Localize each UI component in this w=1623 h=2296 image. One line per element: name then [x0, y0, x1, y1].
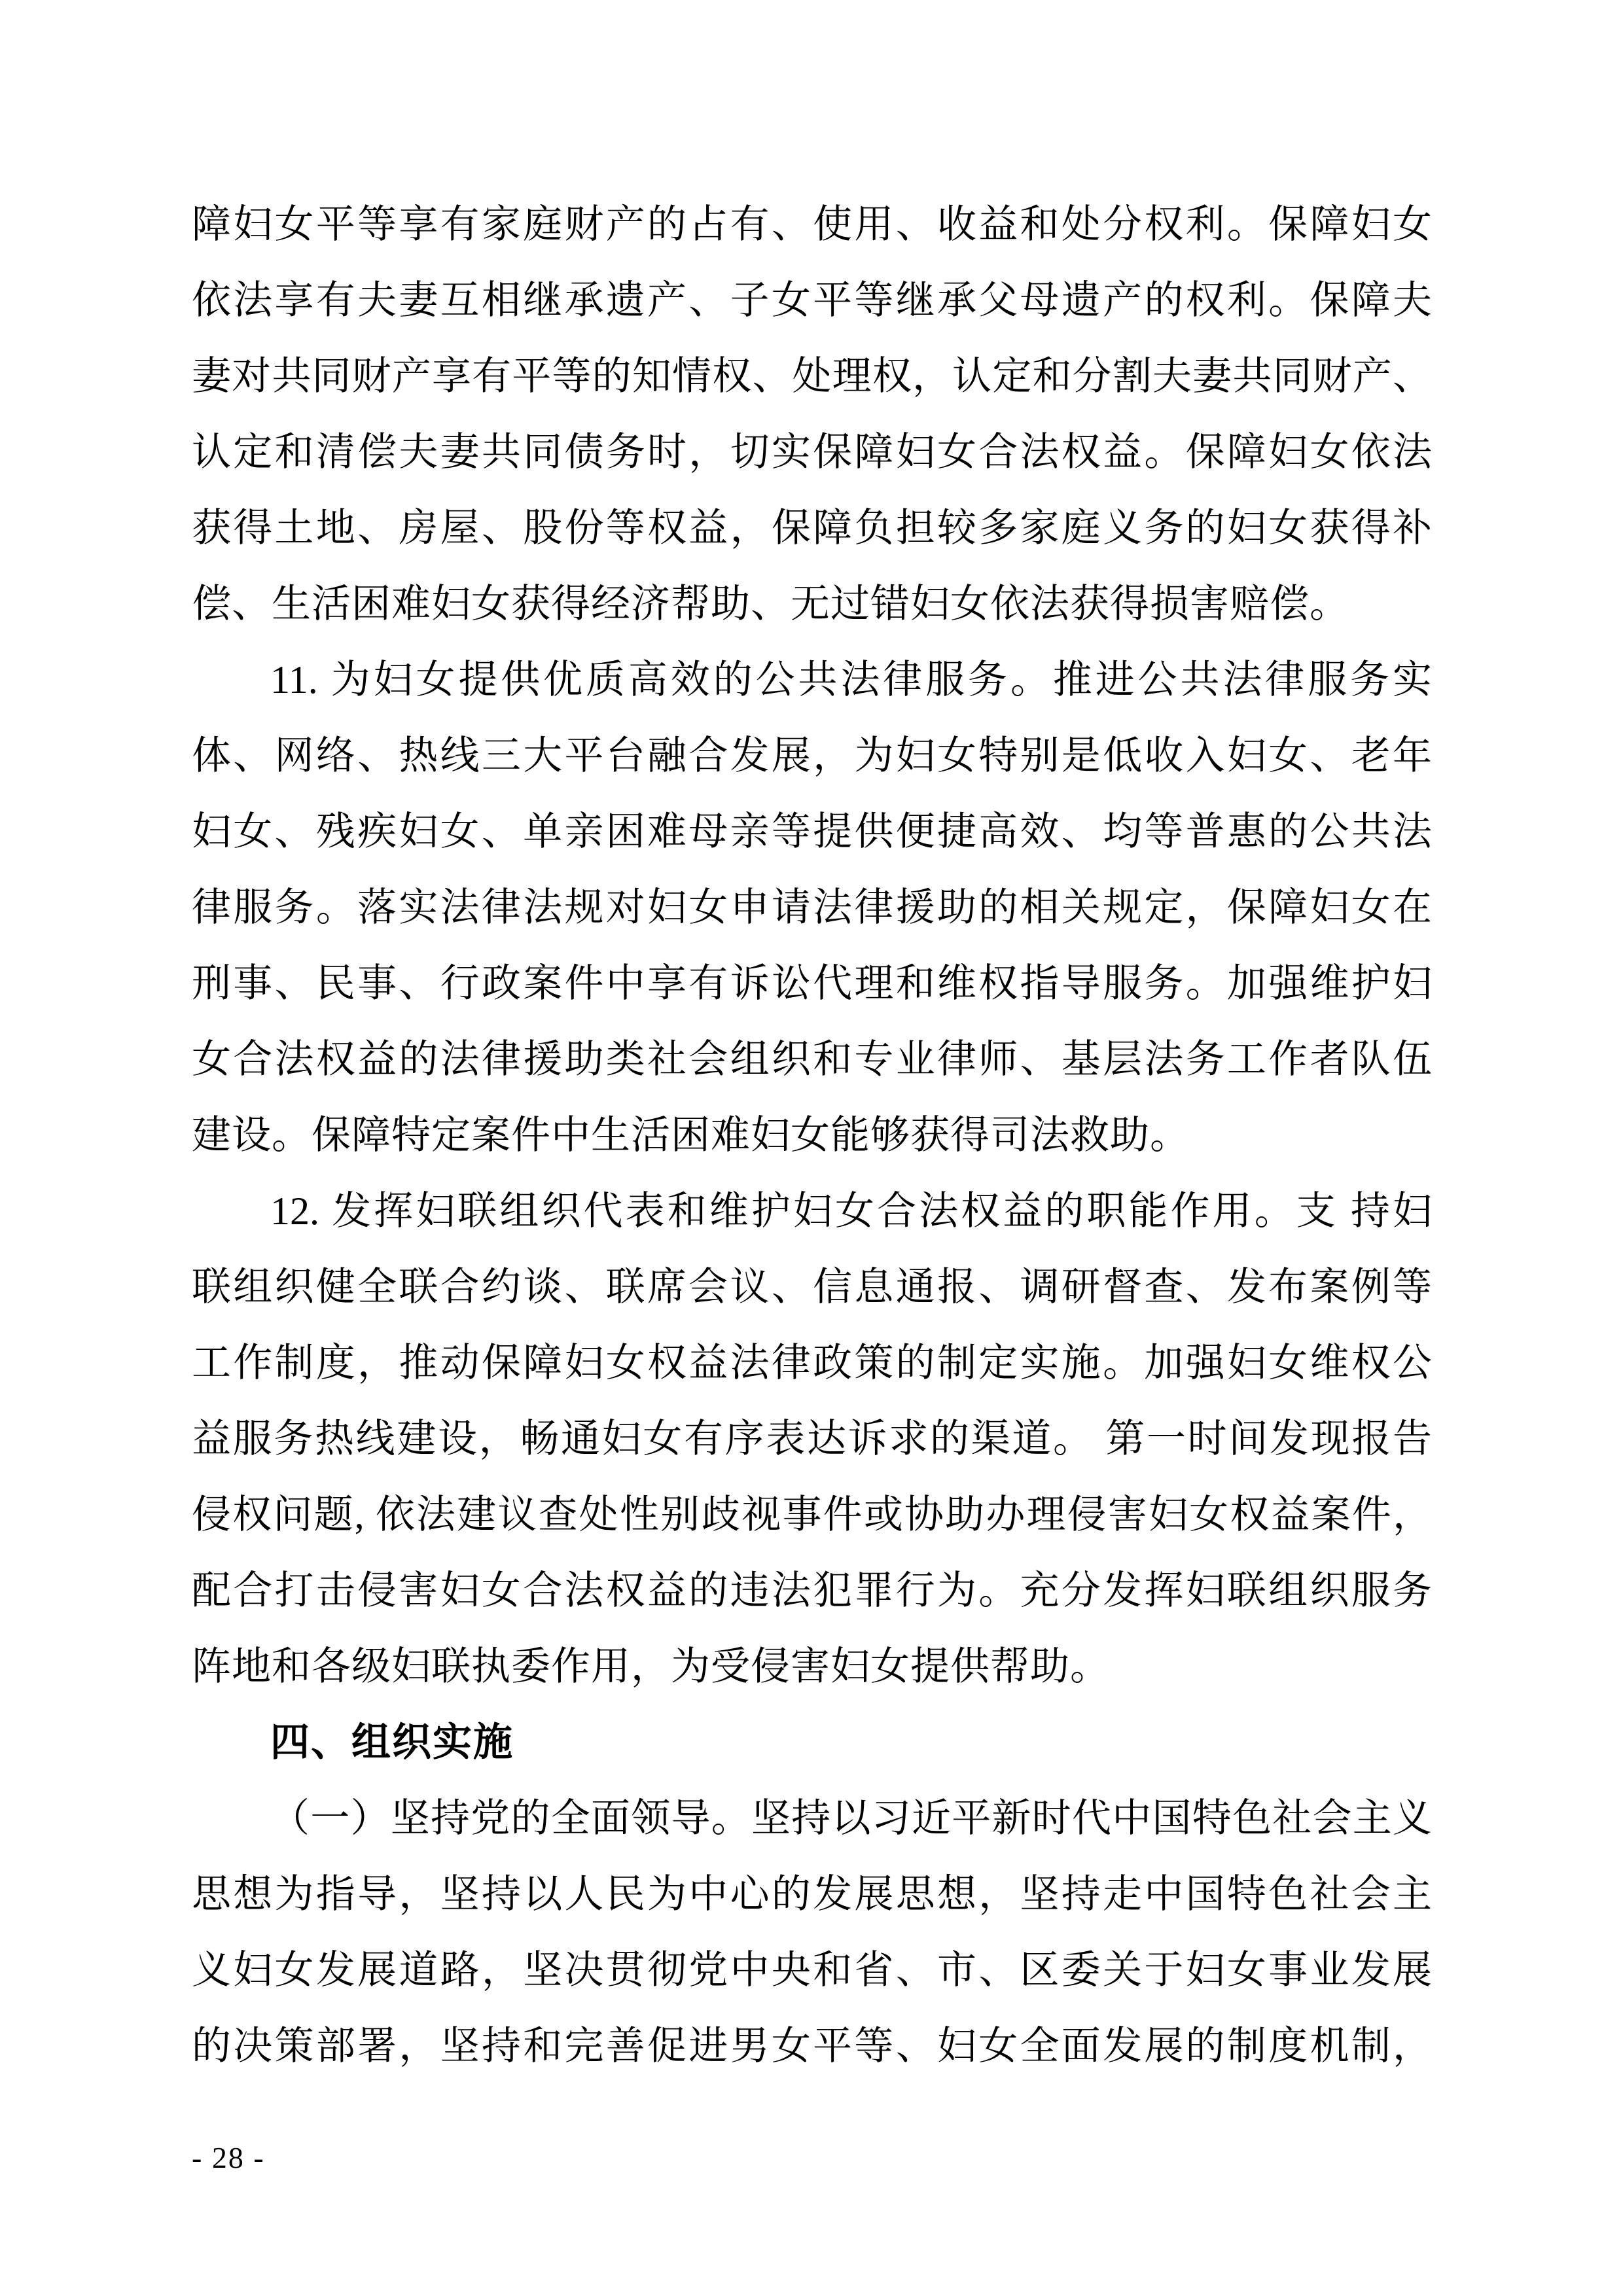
text-line: 思想为指导，坚持以人民为中心的发展思想，坚持走中国特色社会主	[192, 1873, 1432, 1916]
text-line: 联组织健全联合约谈、联席会议、信息通报、调研督查、发布案例等	[192, 1265, 1432, 1309]
text-line: 妇女、残疾妇女、单亲困难母亲等提供便捷高效、均等普惠的公共法	[192, 810, 1432, 853]
text-line: 获得土地、房屋、股份等权益，保障负担较多家庭义务的妇女获得补	[192, 506, 1432, 550]
text-line: 建设。保障特定案件中生活困难妇女能够获得司法救助。	[192, 1114, 1190, 1157]
text-line: 妻对共同财产享有平等的知情权、处理权，认定和分割夫妻共同财产、	[192, 355, 1432, 398]
text-line: 认定和清偿夫妻共同债务时，切实保障妇女合法权益。保障妇女依法	[192, 431, 1432, 474]
text-line: 配合打击侵害妇女合法权益的违法犯罪行为。充分发挥妇联组织服务	[192, 1569, 1432, 1612]
text-line: 刑事、民事、行政案件中享有诉讼代理和维权指导服务。加强维护妇	[192, 962, 1432, 1005]
page-number: - 28 -	[192, 2141, 265, 2174]
text-line: 阵地和各级妇联执委作用，为受侵害妇女提供帮助。	[192, 1645, 1110, 1688]
paragraph-start-line: 12. 发挥妇联组织代表和维护妇女合法权益的职能作用。支 持妇	[270, 1190, 1432, 1233]
text-block	[192, 186, 1432, 2084]
text-line: 的决策部署，坚持和完善促进男女平等、妇女全面发展的制度机制，	[192, 2024, 1432, 2068]
section-heading: 四、组织实施	[270, 1721, 514, 1764]
text-line: 律服务。落实法律法规对妇女申请法律援助的相关规定，保障妇女在	[192, 886, 1432, 929]
text-line: 障妇女平等享有家庭财产的占有、使用、收益和处分权利。保障妇女	[192, 203, 1432, 246]
text-line: 义妇女发展道路，坚决贯彻党中央和省、市、区委关于妇女事业发展	[192, 1949, 1432, 1992]
text-line: 益服务热线建设，畅通妇女有序表达诉求的渠道。 第一时间发现报告	[192, 1417, 1432, 1460]
text-line: 体、网络、热线三大平台融合发展，为妇女特别是低收入妇女、老年	[192, 734, 1432, 777]
paragraph-start-line: 11. 为妇女提供优质高效的公共法律服务。推进公共法律服务实	[270, 658, 1432, 701]
text-line: 依法享有夫妻互相继承遗产、子女平等继承父母遗产的权利。保障夫	[192, 279, 1432, 322]
text-line: 侵权问题, 依法建议查处性别歧视事件或协助办理侵害妇女权益案件，	[192, 1493, 1432, 1536]
text-line: 女合法权益的法律援助类社会组织和专业律师、基层法务工作者队伍	[192, 1038, 1432, 1081]
paragraph-start-line: （一）坚持党的全面领导。坚持以习近平新时代中国特色社会主义	[270, 1797, 1432, 1840]
text-line: 偿、生活困难妇女获得经济帮助、无过错妇女依法获得损害赔偿。	[192, 582, 1349, 626]
text-line: 工作制度，推动保障妇女权益法律政策的制定实施。加强妇女维权公	[192, 1341, 1432, 1385]
